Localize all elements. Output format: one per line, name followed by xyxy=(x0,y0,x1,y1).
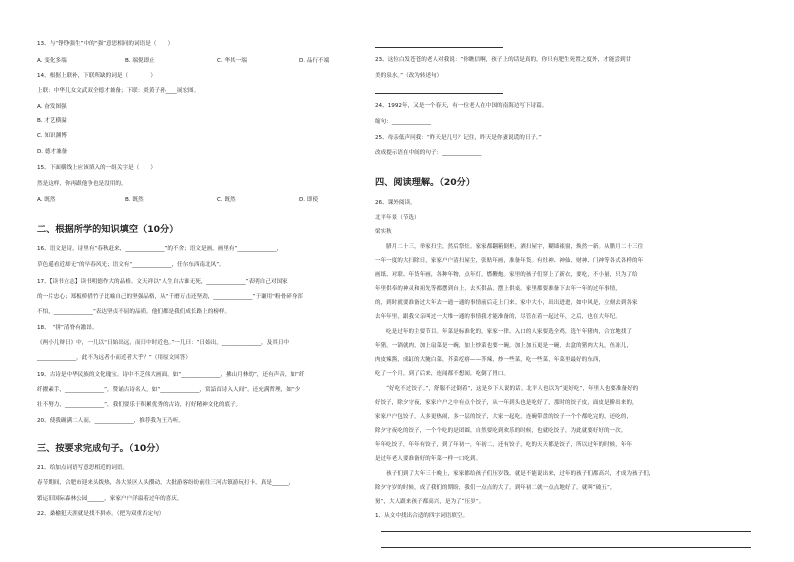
question-17-line-3: 不怕，______________”表达坚贞不屈的品质。他们都是我们成长路上的榜样。 xyxy=(37,309,231,315)
question-18-line-2: 《两小儿辩日》中，一儿以“日始出远，而日中时近也。”一儿曰：“日始出，______________，及其日中 xyxy=(37,340,290,346)
passage-paragraph-3-line: 年年吃饺子，年年有饺子，到了年初一，年初二，还有饺子，吃的天天都是饺子，所以过年的时候，年年 xyxy=(375,442,633,448)
section-3-heading: 三、按要求完成句子。（10分） xyxy=(37,443,165,454)
q14-option-b: B. 才艺横溢 xyxy=(37,118,67,124)
passage-paragraph-1-line: 去年年里，跟我父亲叫过一大堆一通的事情我才能准备的，尽管在着一起过年，之后，也在大年纪。 xyxy=(375,314,621,320)
passage-paragraph-3-line: 是过年老人要准备好的年菜一样一口吃到。 xyxy=(375,456,482,462)
question-17-line-2: 的一片忠心；郑板桥借竹子比喻自己的坚强品格，从“千磨万击还坚劲，______________”于谦用“粉骨碎身浑 xyxy=(37,294,304,300)
question-21-line-3: 繁运旧国际森林公园______，家家户户洋溢着过年的喜庆。 xyxy=(37,496,183,502)
answer-line xyxy=(375,93,503,94)
question-16-line-1: 16、语文是诗，诗里有“春秋赶来，______________”的不舍；语文是画，画里有“______________， xyxy=(37,246,283,252)
question-25-answer: 改成提示语在中间的句子：______________ xyxy=(375,150,482,156)
passage-paragraph-3-line: “好吃不过饺子。”，舒服不过倒着”，这是乡下人说的话。北平人也以为“更好吃”，年里人也要准备好的 xyxy=(375,386,639,392)
question-13: 13、与“铮铮强生”中的“强”意思相同的词语是（ ） xyxy=(37,41,174,47)
reading-question-1: 1、从文中找出合适的四字词语填空。 xyxy=(375,513,469,519)
answer-line xyxy=(381,531,751,532)
passage-paragraph-2-line: 吃是过年的主要节目。年菜是标准化的，家家一律。入口的人家要选全鸡，选午年猪肉，合宜地找了 xyxy=(375,329,633,335)
answer-line xyxy=(381,547,751,548)
question-16-line-2: 草色遥看近却无”的早春风光；语文有“______________，任尔东西南北风”。 xyxy=(37,262,225,268)
passage-paragraph-2-line: 吃了一个月，到了后来，连闻都不想闻，吃倒了胃口。 xyxy=(375,371,510,377)
q14-option-d: D. 德才兼备 xyxy=(37,149,68,155)
passage-paragraph-1-line: 腊月二十三，举家扫尘，然后祭灶。家家都翻箱倒柜，洒扫屋宇，糊墙裱窗，焕然一新。从腊月二十三往 xyxy=(375,244,644,250)
passage-paragraph-4-line: 舅”，大人跟来孩子都高兴，是为了“压岁”。 xyxy=(375,499,485,505)
q15-option-b: B. 既然 xyxy=(125,197,144,203)
q15-option-c: C. 既然 xyxy=(217,197,236,203)
question-19-line-1: 19、古诗是中华民族的文化瑰宝。诗中不乏伟大画面，如“______________，拂山月林幼”，还有声音，如“纤 xyxy=(37,372,305,378)
answer-line xyxy=(375,47,503,48)
question-15: 15、下面横线上应该填入的一组关字是（ ） xyxy=(37,165,156,171)
passage-paragraph-1-line: 的，到时就要准备过大年去一通一通的事情前后走上门来。家中大小，出出进进，如中风是，立刻去到各家 xyxy=(375,300,638,306)
q15-option-d: D. 即使 xyxy=(299,197,319,203)
question-19-line-2: 纤擢素手，______________”，赞诵古诗名人，如“______________，赏諳首诗入人间”，还充满哲理，如“少 xyxy=(37,387,301,393)
section-2-heading: 二、根据所学的知识填空（10分） xyxy=(37,224,179,235)
q14-couplet: 上联：中华儿女文武双全德才兼备；下联：炎黄子孙____展宏图。 xyxy=(37,88,200,94)
section-4-heading: 四、阅读理解。（20分） xyxy=(375,177,476,188)
passage-paragraph-1-line: 年里供奉的神灵和祖先等都摆到台上，去买供品，摆上供桌。家里都要准备下去年一年的过年事情， xyxy=(375,286,621,292)
q13-option-d: D. 品行不端 xyxy=(299,58,330,64)
question-21: 21、给加点词语写意思相近的词语。 xyxy=(37,465,129,471)
passage-paragraph-2-line: 年猪，一锅就肉，加上扇菜是一碗，加上炒菜也要一碗，加上加五更是一碗，去盒的猪肉大丸，鱼冻儿， xyxy=(375,343,633,349)
passage-paragraph-1-line: 画纸、对联、年货年画，各种年物，点年灯，燃鞭炮。家里的孩子们穿上了新衣，要吃，不小量，只为了给 xyxy=(375,272,638,278)
question-23-line-2: 美的泉水。”（改为转述句） xyxy=(375,73,443,79)
question-21-line-2: 春节期间，合肥市迎来头拨热，各大景区人头攒动，大批游客纷纷前往三河古镇游玩打卡，真是______， xyxy=(37,480,295,486)
passage-title: 北平年景（节选） xyxy=(375,215,420,221)
question-18: 18、 “拼”清脊有激昂。 xyxy=(37,325,98,331)
question-23-line-1: 23、这位白发苍苍的老人对我说：“你瞧信啊，孩子上的话是真的。你只有肥生死置之度外，才能尝到甘 xyxy=(375,57,632,63)
q15-option-a: A. 既然 xyxy=(37,197,56,203)
passage-paragraph-1-line: 一年一度的大扫除日，家家户户清扫屋尘，张贴年画，准备年货。有灶神、神仙、财神、门神等各式各样的年 xyxy=(375,258,644,264)
passage-paragraph-3-line: 除夕守夜吃的饺子，一个个吃的是团圆，自然要吃到欢乐的时候，也就吃饺子，为此就要好好的一次。 xyxy=(375,428,627,434)
question-26: 26、课外阅读。 xyxy=(375,200,416,206)
passage-author: 梁实秋 xyxy=(375,229,392,235)
q14-option-a: A. 奋发图强 xyxy=(37,104,67,110)
passage-paragraph-3-line: 家家户户包饺子，人多更热闹，多一层的饺子，大家一起吃，连碗带盘的饺子一个个都吃完的，还吃的， xyxy=(375,414,633,420)
question-22: 22、桑榆犯天涯就是找不拼赤。（把为双重否定句） xyxy=(37,511,165,517)
question-19-line-3: 壮不努力，______________”，我们要乐于积累优秀的古诗，打好精神文化的底子。 xyxy=(37,402,242,408)
question-17-line-1: 17、【读书立志】读书明德作大的品格。文天祥以“人生自古谁无死，______________”表明自己对国家 xyxy=(37,279,288,285)
question-14: 14，根据上联补，下联所缺的词是（ ） xyxy=(37,73,156,79)
q14-option-c: C. 知识渊博 xyxy=(37,133,67,139)
q13-option-b: B. 端倪即止 xyxy=(125,58,155,64)
q13-option-c: C. 华其一端 xyxy=(217,58,247,64)
question-20: 20、使我确满二人而，______________，推荐我为王乃听。 xyxy=(37,418,184,424)
q15-sentence: 然是这样，你再跟他争也是没用的。 xyxy=(37,181,127,187)
question-24: 24、1992年，又是一个春天，有一位老人在中国的南海边写下诗篇。 xyxy=(375,103,548,109)
question-25: 25、母亲低声问我：“昨天是几号？记住，昨天是你妻说谎的日子。” xyxy=(375,135,542,141)
passage-paragraph-4-line: 除夕守岁的时候，成了我们的期盼，我们一点点的大了，到年初二就一点点地好了，就叫“破五”， xyxy=(375,485,616,491)
q13-option-a: A. 变化多端 xyxy=(37,58,67,64)
passage-paragraph-2-line: 肉皮辣酱，成缸的大腌白菜，芥菜疙瘩——芥辣，炒一些菜，吃一些菜，年菜里最好的东西， xyxy=(375,357,605,363)
passage-paragraph-4-line: 孩子们到了大年三十晚上，家家都给孩子们压岁钱，就是不能说出来，过年的孩子们都高兴，才成为孩子们， xyxy=(375,471,655,477)
question-18-line-3: ______________，此不为远者小而近者大乎？”（用原文回答） xyxy=(37,355,191,361)
question-24-answer: 缩句：______________ xyxy=(375,119,431,125)
passage-paragraph-3-line: 好饺子，除夕守夜，家家户户之中有点个饺子，从一年到头也是吃好了，那时的饺子皮，面皮是擀出来的， xyxy=(375,400,638,406)
